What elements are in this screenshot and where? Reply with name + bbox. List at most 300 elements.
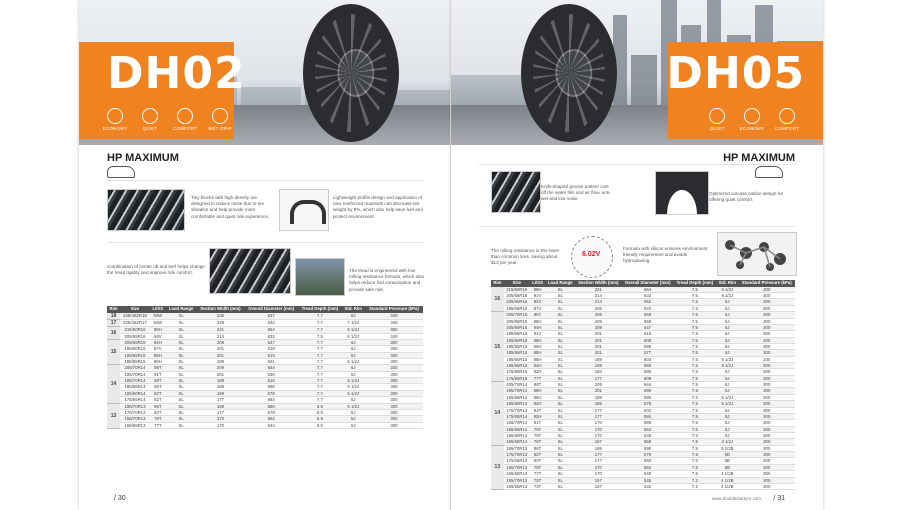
table-cell: 6J (716, 350, 738, 356)
table-cell: 170 (575, 471, 621, 477)
table-cell: 82T (150, 390, 166, 396)
table-cell: 205/70R15 (504, 312, 530, 318)
table-cell: 7.5 (674, 331, 716, 337)
table-cell: 6J (716, 312, 738, 318)
quiet-icon (142, 108, 158, 124)
table-cell: 7.5 (674, 350, 716, 356)
table-cell: 669 (622, 312, 674, 318)
table-cell: 300 (739, 439, 795, 445)
table-cell: 7 1/2J (342, 319, 365, 326)
table-cell: 185/65R15 (504, 350, 530, 356)
table-cell: SL (545, 305, 575, 311)
table-cell: 300 (739, 363, 795, 369)
table-cell: 6J (342, 371, 365, 377)
table-cell: 300 (739, 343, 795, 349)
table-cell: 562 (622, 464, 674, 470)
table-cell: 300 (739, 299, 795, 305)
table-cell: 82T (150, 409, 166, 415)
table-cell: 88H (530, 337, 545, 343)
table-cell: 300 (739, 382, 795, 388)
table-cell: 205/65R15 (504, 318, 530, 324)
model-name: DH02 (107, 48, 246, 99)
table-cell: 91T (150, 371, 166, 377)
table-cell: SL (166, 416, 197, 422)
table-cell: 80T (530, 458, 545, 464)
table-cell: 300 (365, 422, 423, 428)
table-cell: 6 1/2J (716, 293, 738, 299)
column-header: Tread Depth (mm) (674, 280, 716, 287)
table-cell: 195/60R15 (504, 337, 530, 343)
table-cell: SL (545, 445, 575, 451)
table-cell: 94H (530, 324, 545, 330)
table-cell: 5B (716, 458, 738, 464)
table-cell: 300 (739, 483, 795, 489)
table-cell: 7.5 (674, 464, 716, 470)
table-cell: 82H (530, 413, 545, 419)
table-cell: 195/70R14 (120, 371, 150, 377)
table-cell: 94H (150, 339, 166, 345)
table-cell: 214 (575, 293, 621, 299)
table-cell: 185/70R13 (504, 445, 530, 451)
table-cell: SL (166, 397, 197, 403)
table-cell: 87V (150, 346, 166, 352)
table-cell: SL (166, 359, 197, 365)
table-cell: 7.5 (674, 407, 716, 413)
table-cell: 7.7 (298, 339, 342, 345)
table-cell: 300 (739, 471, 795, 477)
table-cell: 540 (622, 471, 674, 477)
table-cell: 7.7 (298, 371, 342, 377)
table-cell: SL (545, 452, 575, 458)
table-cell: 596 (622, 394, 674, 400)
table-cell: SL (545, 312, 575, 318)
table-cell: 185/65R14 (504, 394, 530, 400)
table-cell: 177 (197, 409, 245, 415)
table-cell: 91V (530, 331, 545, 337)
table-cell: 205/55R16 (504, 293, 530, 299)
table-cell: 5 1/2J (716, 356, 738, 362)
table-cell: 205/70R14 (120, 365, 150, 371)
comfort-feature: COMFORT (773, 108, 801, 131)
column-header: Std. Rim (342, 306, 365, 313)
feature-text-2: Optimized carcass outline design for offering quiet comfort. (709, 191, 784, 203)
tire-image-dh05 (521, 4, 617, 142)
groove-image (491, 171, 541, 213)
table-cell: 157 (575, 477, 621, 483)
table-cell: 632 (244, 333, 298, 339)
spec-table (491, 280, 795, 490)
rib-image (209, 248, 291, 294)
table-cell: 7.5 (674, 343, 716, 349)
spec-table (107, 306, 423, 429)
table-cell: 165/70R13 (120, 416, 150, 422)
rim-size-cell: 15 (491, 312, 504, 382)
table-cell: 201 (575, 331, 621, 337)
feature-text-2: Lightweight profile design and application of new reinforced materials can decrease tire weight by 8%, which also help save fuel and protect environment. (333, 195, 423, 219)
table-header-row (491, 280, 795, 287)
table-cell: 590 (622, 388, 674, 394)
table-cell: 165/70R13 (504, 464, 530, 470)
car-icon (755, 166, 783, 178)
table-cell: 664 (622, 287, 674, 293)
table-cell: 7.7 (298, 346, 342, 352)
table-cell: 7.5 (674, 445, 716, 451)
table-cell: 82T (530, 452, 545, 458)
table-cell: 7.7 (298, 352, 342, 358)
table-cell: 5 1/2J (716, 363, 738, 369)
table-cell: XL (545, 375, 575, 381)
table-cell: 577 (622, 350, 674, 356)
section-heading: HP MAXIMUM (107, 152, 179, 164)
table-cell: SL (545, 343, 575, 349)
table-cell: 170 (575, 420, 621, 426)
column-header: LI/SS (150, 306, 166, 313)
table-cell: 589 (622, 420, 674, 426)
table-cell: 209 (575, 318, 621, 324)
table-cell: 170 (197, 422, 245, 428)
table-cell: 189 (575, 363, 621, 369)
table-cell: 185/65R14 (120, 384, 150, 390)
table-cell: 7.5 (674, 299, 716, 305)
feature-text-4: Formula with silicon ensures environment friendly requirement and avoids hydroplaning. (623, 246, 708, 264)
table-cell: 88H (530, 388, 545, 394)
table-cell: SL (545, 331, 575, 337)
table-cell: 189 (575, 445, 621, 451)
table-cell: 300 (739, 337, 795, 343)
table-cell: 5 1/2J (342, 359, 365, 365)
column-header: Rim (107, 306, 120, 313)
table-cell: 616 (244, 378, 298, 384)
table-header-row (107, 306, 423, 313)
table-cell: 7.7 (298, 384, 342, 390)
column-header: Std. Rim (716, 280, 738, 287)
table-cell: XL (545, 356, 575, 362)
column-header: Tread Depth (mm) (298, 306, 342, 313)
table-cell: 189 (575, 356, 621, 362)
table-cell: 7.5 (674, 293, 716, 299)
table-cell: 92V (530, 299, 545, 305)
table-cell: 564 (622, 426, 674, 432)
table-cell: 6 1/2J (716, 287, 738, 293)
table-cell: 94V (150, 333, 166, 339)
table-cell: 300 (739, 388, 795, 394)
table-cell: SL (545, 394, 575, 400)
table-cell: 609 (622, 337, 674, 343)
table-cell: 209 (197, 339, 245, 345)
table-cell: 300 (365, 371, 423, 377)
table-cell: 170 (575, 464, 621, 470)
column-header: Size (120, 306, 150, 313)
table-cell: 7.5 (674, 413, 716, 419)
table-cell: 205/65R15 (120, 339, 150, 345)
table-cell: 75T (530, 477, 545, 483)
table-cell: 4 1/2J (716, 439, 738, 445)
table-cell: SL (545, 483, 575, 489)
table-cell: SL (166, 422, 197, 428)
table-cell: 189 (197, 403, 245, 409)
rim-size-cell: 13 (491, 445, 504, 490)
table-cell: 632 (622, 293, 674, 299)
table-cell: SL (545, 426, 575, 432)
table-cell: 7.5 (674, 394, 716, 400)
table-cell: 94W (150, 319, 166, 326)
table-cell: 91V (530, 293, 545, 299)
table-cell: 201 (575, 388, 621, 394)
table-cell: SL (166, 371, 197, 377)
table-cell: 560 (622, 458, 674, 464)
molecule-icon (718, 233, 796, 275)
rim-size-cell: 17 (107, 319, 120, 326)
table-cell: 578 (622, 452, 674, 458)
column-header: Overall Diameter (mm) (244, 306, 298, 313)
table-row (491, 483, 795, 489)
table-cell: 7.5 (674, 452, 716, 458)
table-cell: 88H (150, 359, 166, 365)
table-cell: 98T (530, 382, 545, 388)
table-cell: 7.5 (674, 388, 716, 394)
table-cell: 185/55R15 (504, 363, 530, 369)
table-cell: 189 (197, 359, 245, 365)
table-cell: 221 (575, 287, 621, 293)
table-cell: 228 (197, 319, 245, 326)
table-cell: 585 (622, 369, 674, 375)
table-cell: 195/65R15 (120, 352, 150, 358)
table-cell: 300 (739, 375, 795, 381)
table-cell: 6J (716, 331, 738, 337)
table-cell: 195/55R15 (504, 343, 530, 349)
divider (479, 226, 795, 227)
table-cell: 195/70R14 (504, 388, 530, 394)
table-cell: 177 (575, 413, 621, 419)
table-cell: 609 (622, 375, 674, 381)
table-cell: 6.9 (298, 416, 342, 422)
table-cell: 189 (197, 384, 245, 390)
table-cell: 300 (739, 420, 795, 426)
feature-text-3: The rolling resistance is 8% lower than common tires, saving about $13 per year. (491, 248, 560, 266)
table-cell: 5J (716, 375, 738, 381)
table-cell: 7.5 (674, 458, 716, 464)
table-cell: 195/65R15 (504, 331, 530, 337)
table-cell: 5J (716, 407, 738, 413)
table-cell: SL (545, 471, 575, 477)
column-header: Load Range (166, 306, 197, 313)
table-cell: 189 (197, 378, 245, 384)
table-cell: 177 (575, 452, 621, 458)
table-cell: 189 (197, 390, 245, 396)
table-cell: 86T (150, 403, 166, 409)
feature-icons (703, 108, 801, 131)
table-cell: 6J (342, 365, 365, 371)
table-cell: 5J (342, 397, 365, 403)
table-cell: SL (545, 413, 575, 419)
table-cell: 300 (739, 426, 795, 432)
feature-text-3: Combination of center rib and kerf helps change the tread rigidity and improve ride comfort. (107, 264, 205, 276)
table-cell: 584 (622, 413, 674, 419)
table-cell: 300 (365, 384, 423, 390)
table-cell: SL (166, 403, 197, 409)
table-cell: 201 (197, 346, 245, 352)
table-cell: 300 (739, 452, 795, 458)
page-number: / 30 (114, 495, 126, 502)
table-cell: 175/55R15 (504, 375, 530, 381)
table-cell: 95H (150, 327, 166, 333)
table-cell: 340 (365, 333, 423, 339)
table-cell: 7.5 (674, 382, 716, 388)
rim-size-cell: 14 (107, 365, 120, 403)
table-cell: 6J (716, 318, 738, 324)
table-cell: 596 (244, 384, 298, 390)
table-cell: 580 (622, 363, 674, 369)
table-cell: 86H (530, 394, 545, 400)
table-cell: 185/60R14 (504, 401, 530, 407)
table-cell: 95H (530, 318, 545, 324)
table-cell: 4 1/2B (716, 477, 738, 483)
table-cell: 214 (575, 299, 621, 305)
table-cell: 7.7 (298, 319, 342, 326)
table-cell: 300 (739, 318, 795, 324)
table-cell: 5J (716, 420, 738, 426)
divider (479, 164, 795, 165)
table-cell: 300 (365, 390, 423, 396)
table-cell: SL (545, 337, 575, 343)
table-cell: 155/70R13 (504, 477, 530, 483)
column-header: Rim (491, 280, 504, 287)
table-cell: 4 1/2B (716, 483, 738, 489)
table-cell: 300 (739, 293, 795, 299)
table-cell: SL (166, 384, 197, 390)
carcass-image (655, 171, 709, 215)
table-cell: 88H (150, 352, 166, 358)
table-cell: 7.7 (298, 378, 342, 384)
table-cell: 8J (342, 313, 365, 320)
column-header: Section Width (mm) (197, 306, 245, 313)
table-cell: 175/65R15 (504, 369, 530, 375)
table-cell: 214 (197, 333, 245, 339)
table-cell: 205/70R14 (504, 382, 530, 388)
table-cell: SL (545, 439, 575, 445)
economy-icon (107, 108, 123, 124)
table-cell: 95H (530, 287, 545, 293)
silicon-molecule-image (717, 232, 797, 276)
table-cell: 98T (150, 365, 166, 371)
column-header: Load Range (545, 280, 575, 287)
table-cell: 185/70R14 (120, 378, 150, 384)
table-cell: 621 (244, 359, 298, 365)
table-cell: 7.5 (674, 287, 716, 293)
table-cell: 185/60R14 (120, 390, 150, 396)
table-cell: 652 (622, 299, 674, 305)
table-cell: 6J (342, 346, 365, 352)
table-cell: 300 (739, 464, 795, 470)
table-cell: 5 1/2J (342, 384, 365, 390)
rim-size-cell: 13 (107, 403, 120, 428)
table-cell: SL (545, 401, 575, 407)
table-cell: 300 (365, 359, 423, 365)
table-cell: 300 (365, 397, 423, 403)
table-cell: 7.2 (674, 477, 716, 483)
table-cell: 86T (530, 445, 545, 451)
table-row (107, 319, 423, 326)
table-cell: 584 (244, 397, 298, 403)
table-cell: SL (545, 287, 575, 293)
table-cell: 7.5 (674, 337, 716, 343)
table-cell: 77T (530, 375, 545, 381)
table-cell: 215/60R16 (120, 327, 150, 333)
page-number: / 31 (773, 495, 785, 502)
table-cell: 562 (244, 416, 298, 422)
table-cell: 548 (622, 432, 674, 438)
table-cell: 155/65R13 (120, 422, 150, 428)
table-cell: 157 (575, 483, 621, 489)
table-cell: 88H (530, 350, 545, 356)
table-cell: 170 (575, 426, 621, 432)
table-cell: 300 (739, 458, 795, 464)
table-cell: 7.5 (674, 312, 716, 318)
table-cell: 5J (716, 432, 738, 438)
table-cell: 175/65R14 (504, 413, 530, 419)
table-cell: 7.5 (674, 318, 716, 324)
table-cell: 655 (622, 318, 674, 324)
tire-image-dh02 (303, 4, 399, 142)
table-cell: 300 (739, 312, 795, 318)
tread-block-image (107, 189, 185, 231)
table-cell: 7.7 (298, 365, 342, 371)
table-cell: 155/65R13 (504, 483, 530, 489)
table-cell: 620 (622, 305, 674, 311)
rim-size-cell: 18 (107, 313, 120, 320)
table-cell: 5J (716, 369, 738, 375)
table-cell: 300 (739, 445, 795, 451)
column-header: Standard Pressure (kPa) (365, 306, 423, 313)
table-cell: 165/65R14 (504, 426, 530, 432)
table-cell: SL (545, 318, 575, 324)
table-cell: 300 (739, 324, 795, 330)
table-cell: 300 (739, 369, 795, 375)
rolling-resistance-badge: 6.02V (571, 236, 613, 278)
table-cell: 177 (575, 407, 621, 413)
table-cell: 7.5 (674, 356, 716, 362)
table-cell: SL (545, 458, 575, 464)
table-cell: XL (166, 365, 197, 371)
table-cell: 7.7 (298, 313, 342, 320)
table-cell: XL (166, 333, 197, 339)
website-url: www.doublestartyre.com (711, 496, 761, 501)
table-cell: 6J (342, 339, 365, 345)
table-cell: 5 1/2J (342, 390, 365, 396)
economy-icon (744, 108, 760, 124)
table-row (107, 313, 423, 320)
table-cell: 77T (530, 471, 545, 477)
table-cell: 81T (530, 420, 545, 426)
table-cell: 86T (150, 384, 166, 390)
table-cell: 603 (622, 356, 674, 362)
table-cell: 7.5 (674, 375, 716, 381)
car-icon (107, 166, 135, 178)
table-cell: 79T (150, 416, 166, 422)
model-name: DH05 (666, 48, 805, 99)
table-cell: 185/60R15 (504, 356, 530, 362)
table-cell: 5B (716, 452, 738, 458)
table-cell: SL (545, 420, 575, 426)
table-cell: 170 (575, 432, 621, 438)
table-cell: 5J (716, 413, 738, 419)
table-cell: SL (545, 299, 575, 305)
table-cell: 195/60R15 (120, 346, 150, 352)
table-cell: 79T (530, 426, 545, 432)
table-cell: 195/55R16 (504, 305, 530, 311)
comfort-icon (177, 108, 193, 124)
table-cell: 205/60R15 (504, 324, 530, 330)
